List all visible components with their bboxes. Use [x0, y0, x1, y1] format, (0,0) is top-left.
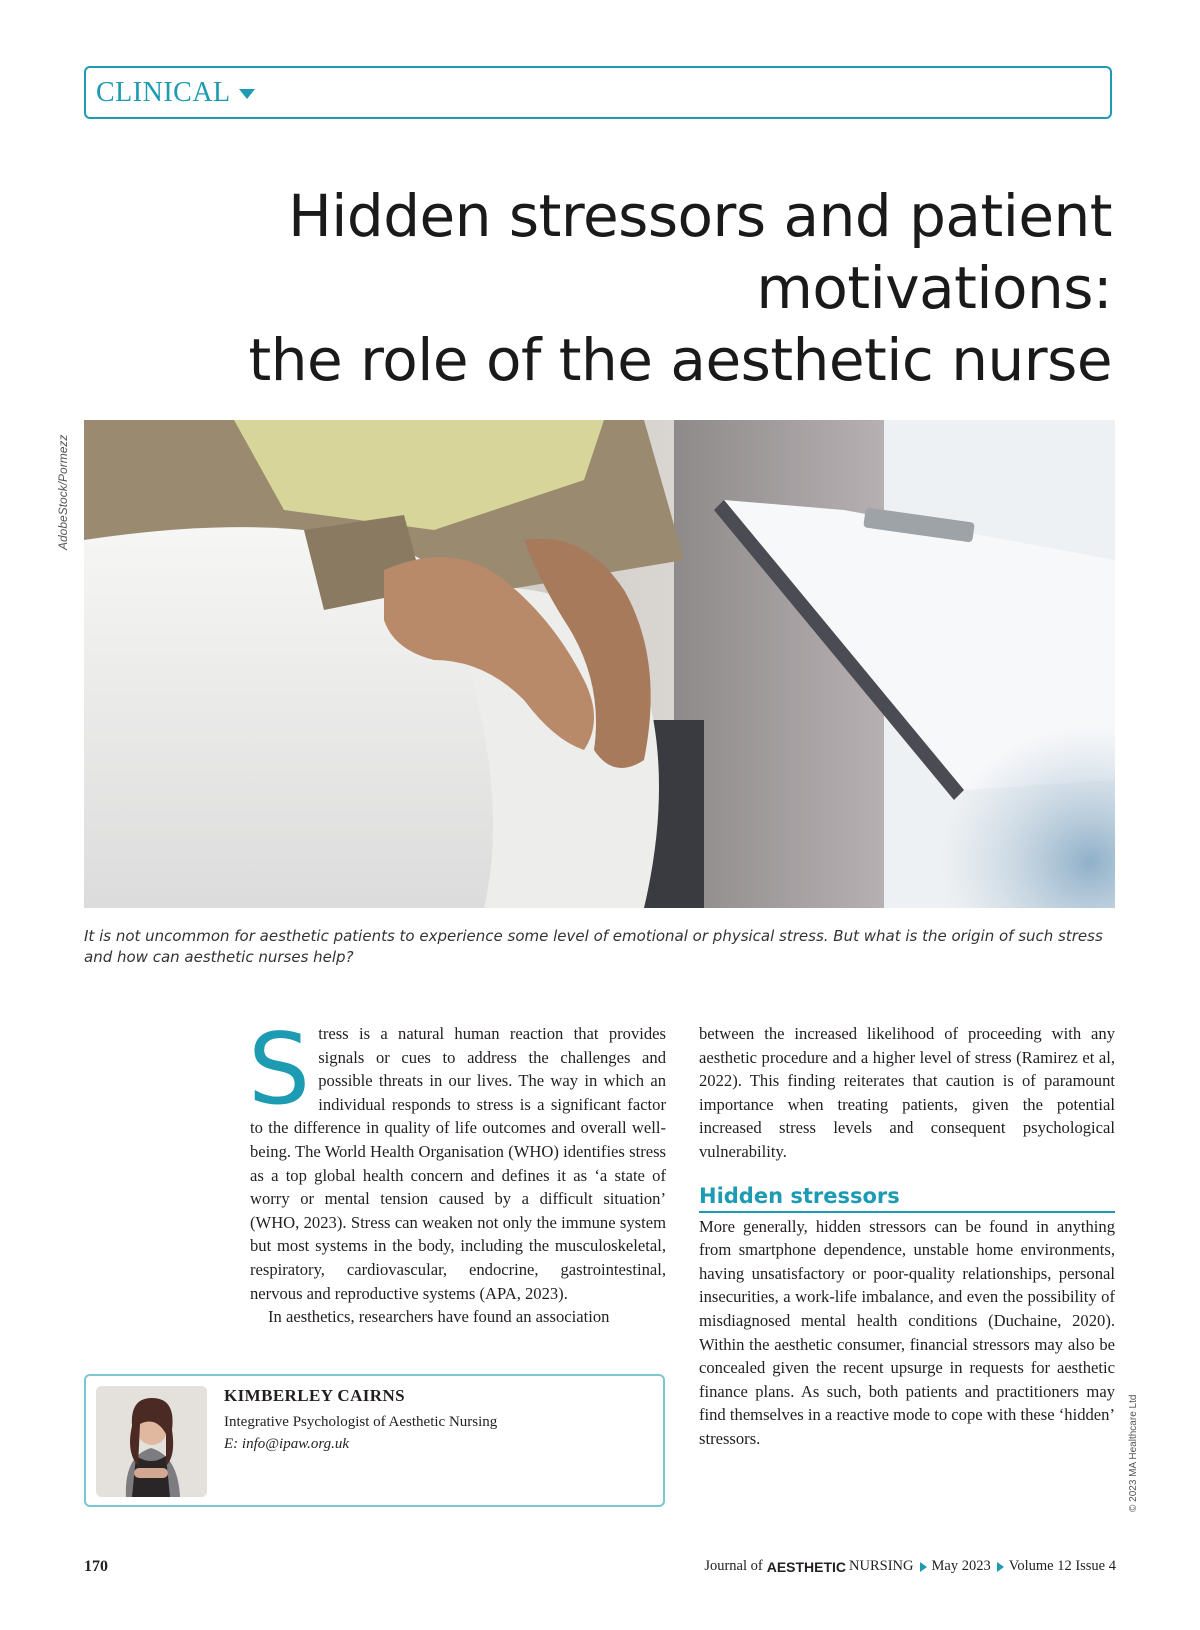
- copyright-notice: © 2023 MA Healthcare Ltd: [1128, 1394, 1139, 1512]
- title-line-1: Hidden stressors and patient motivations:: [288, 182, 1112, 322]
- article-column-2: [699, 1022, 1115, 1451]
- author-box: [84, 1374, 665, 1507]
- subheading-hidden-stressors: Hidden stressors: [699, 1182, 1115, 1213]
- caret-down-icon: [239, 89, 255, 99]
- journal-prefix: Journal of: [704, 1558, 763, 1574]
- intro-paragraph: [248, 1013, 666, 1305]
- page-number: 170: [84, 1558, 108, 1575]
- hero-caption: It is not uncommon for aesthetic patients to experience some level of emotional or physical stress. But what is the origin of such stress and how can aesthetic nurses help?: [84, 927, 1103, 966]
- volume-issue: Volume 12 Issue 4: [1008, 1558, 1116, 1574]
- author-role: Integrative Psychologist of Aesthetic Nursing: [224, 1414, 498, 1430]
- footer-journal-info: [704, 1558, 1116, 1575]
- article-title: [72, 180, 1112, 396]
- journal-name-suffix: NURSING: [849, 1558, 914, 1574]
- intro-paragraph-text: tress is a natural human reaction that provides signals or cues to address the challenges and possible threats in our lives. The way in which an individual responds to stress is a significant factor to the difference in quality of life outcomes and overall well-being. The World Health Organisation (WHO) identifies stress as a top global health concern and defines it as ‘a state of worry or mental tension caused by a difficult situation’ (WHO, 2023). Stress can weaken not only the immune system but most systems in the body, including the musculoskeletal, respiratory, cardiovascular, endocrine, gastrointestinal, nervous and reproductive systems (APA, 2023).: [250, 1024, 666, 1303]
- arrow-right-icon: [997, 1562, 1004, 1572]
- author-email[interactable]: E: info@ipaw.org.uk: [224, 1436, 350, 1452]
- association-paragraph-start: In aesthetics, researchers have found an association: [268, 1307, 610, 1327]
- image-credit: AdobeStock/Pormezz: [56, 434, 70, 550]
- article-column-1: [248, 1013, 666, 1329]
- author-name: KIMBERLEY CAIRNS: [224, 1386, 405, 1405]
- hidden-stressors-paragraph: More generally, hidden stressors can be found in anything from smartphone dependence, unstable home environments, having unsatisfactory or poor-quality relationships, personal insecurities, a work-life imbalance, and even the possibility of misdiagnosed mental health conditions (Duchaine, 2020). Within the aesthetic consumer, financial stressors may also be concealed given the recent upsurge in requests for aesthetic finance plans. As such, both patients and practitioners may find themselves in a reactive mode to cope with these ‘hidden’ stressors.: [699, 1216, 1115, 1448]
- section-header: [84, 66, 1112, 119]
- hero-photo-illustration: [84, 420, 1115, 908]
- section-label: CLINICAL: [96, 76, 231, 108]
- author-portrait-illustration: [96, 1386, 207, 1497]
- arrow-right-icon: [920, 1562, 927, 1572]
- association-paragraph-continued: between the increased likelihood of proceeding with any aesthetic procedure and a higher level of stress (Ramirez et al, 2022). This finding reiterates that caution is of paramount importance when treating patients, given the potential increased stress levels and consequent psychological vulnerability.: [699, 1024, 1115, 1161]
- title-line-2: the role of the aesthetic nurse: [248, 326, 1112, 394]
- drop-cap: S: [248, 1013, 311, 1127]
- author-photo: [96, 1386, 207, 1497]
- journal-name-bold: AESTHETIC: [766, 1558, 847, 1575]
- hero-image: [84, 420, 1115, 908]
- issue-date: May 2023: [931, 1558, 991, 1574]
